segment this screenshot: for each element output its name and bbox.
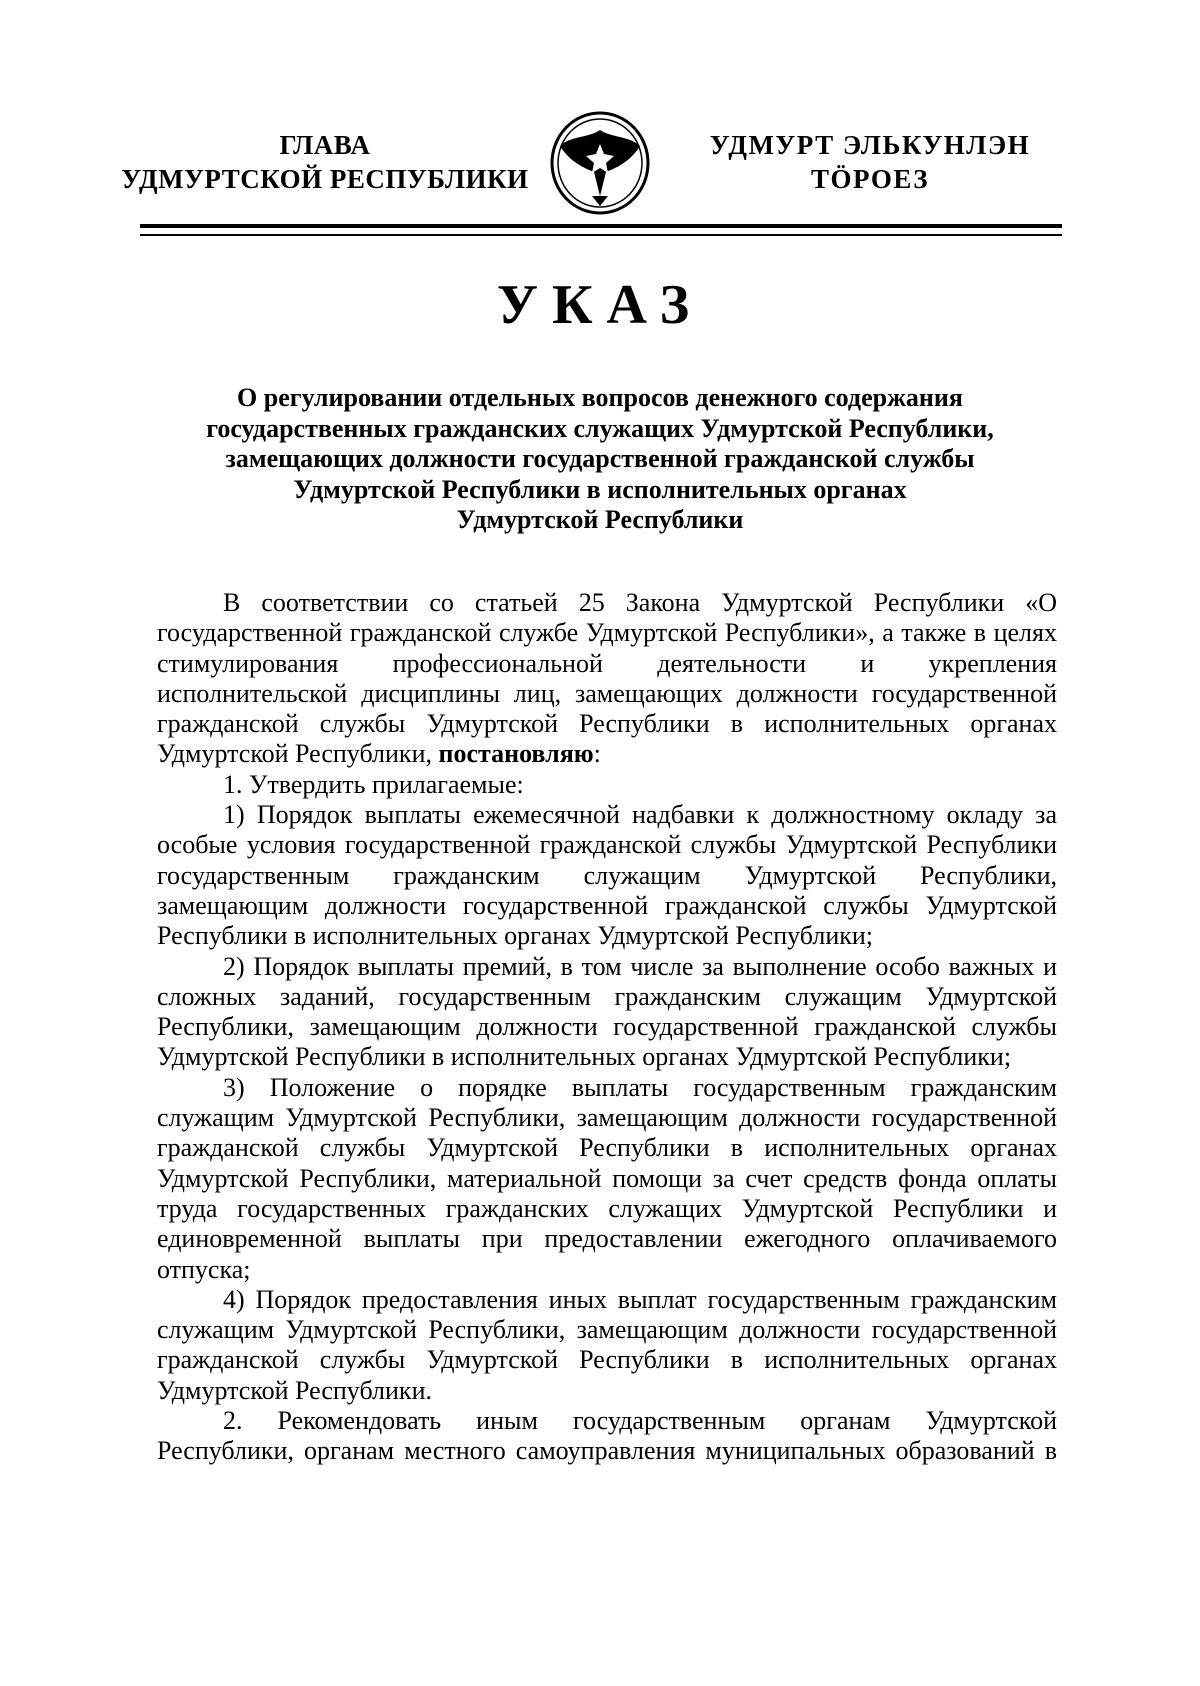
subitem-1: 1) Порядок выплаты ежемесячной надбавки к должностному окладу за особые условия государственной гражданской службы Удмуртской Республики государственным гражданским служащим Удмуртской Республики, замещающим должности государственной гражданской службы Удмуртской Республики в исполнительных органах Удмуртской Республики; [157,800,1057,951]
title-line: Удмуртской Республики [456,505,744,534]
subitem-4: 4) Порядок предоставления иных выплат государственным гражданским служащим Удмуртской Республики, замещающим должности государственной гражданской службы Удмуртской Республики в исполнительных органах Удмуртской Республики. [157,1284,1057,1405]
subitem-3: 3) Положение о порядке выплаты государственным гражданским служащим Удмуртской Республики, замещающим должности государственной гражданской службы Удмуртской Республики в исполнительных органах Удмуртской Республики, материальной помощи за счет средств фонда оплаты труда государственных гражданских служащих Удмуртской Республики и единовременной выплаты при предоставлении ежегодного оплачиваемого отпуска; [157,1072,1057,1284]
subitem-2: 2) Порядок выплаты премий, в том числе за выполнение особо важных и сложных заданий, государственным гражданским служащим Удмуртской Республики, замещающим должности государственной гражданской службы Удмуртской Республики в исполнительных органах Удмуртской Республики; [157,951,1057,1072]
item-2: 2. Рекомендовать иным государственным органам Удмуртской Республики, органам местного самоуправления муниципальных образований в [157,1406,1057,1466]
header-left-line2: УДМУРТСКОЙ РЕСПУБЛИКИ [121,164,529,194]
header-divider-thin [140,234,1062,236]
item-1: 1. Утвердить прилагаемые: [223,769,524,799]
title-line: государственных гражданских служащих Удмуртской Республики, [206,413,994,443]
header-right-block [660,128,1080,196]
preamble-paragraph [157,588,1057,770]
document-title [150,383,1050,536]
preamble-text: В соответствии со статьей 25 Закона Удмуртской Республики «О государственной гражданской службе Удмуртской Республики», а также в целях стимулирования профессиональной деятельности и укрепления исполнительской дисциплины лиц, замещающих должности государственной гражданской службы Удмуртской Республики в исполнительных органах Удмуртской Республики, [157,588,1057,769]
header-right-line1: УДМУРТ ЭЛЬКУНЛЭН [709,130,1031,160]
document-type-heading: УКАЗ [496,274,704,336]
title-line: замещающих должности государственной гражданской службы [225,444,975,473]
header-left-line1: ГЛАВА [279,130,371,160]
decree-word: постановляю [438,739,594,769]
header-divider-thick [140,224,1062,228]
document-body [157,588,1057,1467]
decree-colon: : [593,739,601,769]
header-right-line2: ТӦРОЕЗ [811,164,929,194]
header-left-block [115,128,535,196]
title-line: О регулировании отдельных вопросов денежного содержания [237,383,963,412]
title-line: Удмуртской Республики в исполнительных органах [293,474,907,504]
coat-of-arms-emblem [548,110,652,216]
